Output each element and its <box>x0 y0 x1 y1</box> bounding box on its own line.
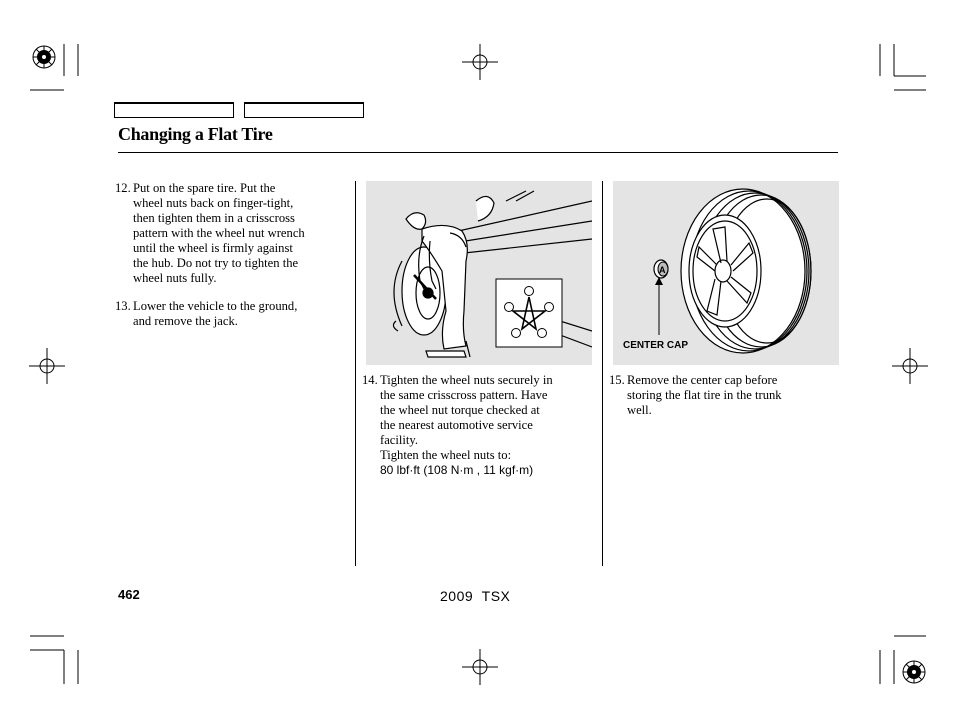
step-line: pattern with the wheel nut wrench <box>133 226 305 240</box>
figure-tightening-wheel-nuts <box>366 181 592 365</box>
crosshair-bottom <box>462 649 498 685</box>
step-line: and remove the jack. <box>133 314 238 328</box>
tightening-illustration <box>366 181 592 365</box>
step-line: Tighten the wheel nuts to: <box>380 448 512 462</box>
step-number: 15. <box>609 373 625 387</box>
step-line: the hub. Do not try to tighten the <box>133 256 299 270</box>
step-line: Lower the vehicle to the ground, <box>133 299 298 313</box>
registration-starburst-top-left <box>33 46 55 68</box>
crosshair-top <box>462 44 498 80</box>
step-number: 12. <box>115 181 131 195</box>
step-line: facility. <box>380 433 418 447</box>
step-14 <box>362 373 598 481</box>
header-tab-box-left <box>114 102 234 118</box>
page-title: Changing a Flat Tire <box>118 124 273 144</box>
step-line: Put on the spare tire. Put the <box>133 181 276 195</box>
page-number: 462 <box>118 587 140 602</box>
step-line: wheel nuts back on finger-tight, <box>133 196 294 210</box>
step-line: Remove the center cap before <box>627 373 778 387</box>
step-12 <box>115 181 351 291</box>
svg-text:A: A <box>659 265 666 275</box>
step-line: well. <box>627 403 652 417</box>
step-line: the nearest automotive service <box>380 418 533 432</box>
registration-starburst-bottom-right <box>903 661 925 683</box>
model-name: 2009 TSX <box>440 588 511 604</box>
column-divider-2 <box>602 181 603 566</box>
step-15 <box>609 373 845 421</box>
crosshair-right <box>892 348 928 384</box>
step-line: the wheel nut torque checked at <box>380 403 540 417</box>
step-line: until the wheel is firmly against <box>133 241 293 255</box>
center-cap <box>654 260 668 278</box>
step-line: wheel nuts fully. <box>133 271 217 285</box>
column-divider-1 <box>355 181 356 566</box>
step-number: 14. <box>362 373 378 387</box>
crisscross-diagram <box>496 279 562 347</box>
step-line: the same crisscross pattern. Have <box>380 388 548 402</box>
center-cap-illustration <box>613 181 839 365</box>
center-cap-label: CENTER CAP <box>623 340 689 351</box>
step-line: then tighten them in a crisscross <box>133 211 295 225</box>
step-line: storing the flat tire in the trunk <box>627 388 782 402</box>
step-13 <box>115 299 351 331</box>
step-number: 13. <box>115 299 131 313</box>
step-line: Tighten the wheel nuts securely in <box>380 373 553 387</box>
crosshair-left <box>29 348 65 384</box>
title-rule <box>118 152 838 153</box>
figure-center-cap <box>613 181 839 365</box>
header-tab-box-right <box>244 102 364 118</box>
torque-spec: 80 lbf·ft (108 N·m , 11 kgf·m) <box>380 463 534 477</box>
